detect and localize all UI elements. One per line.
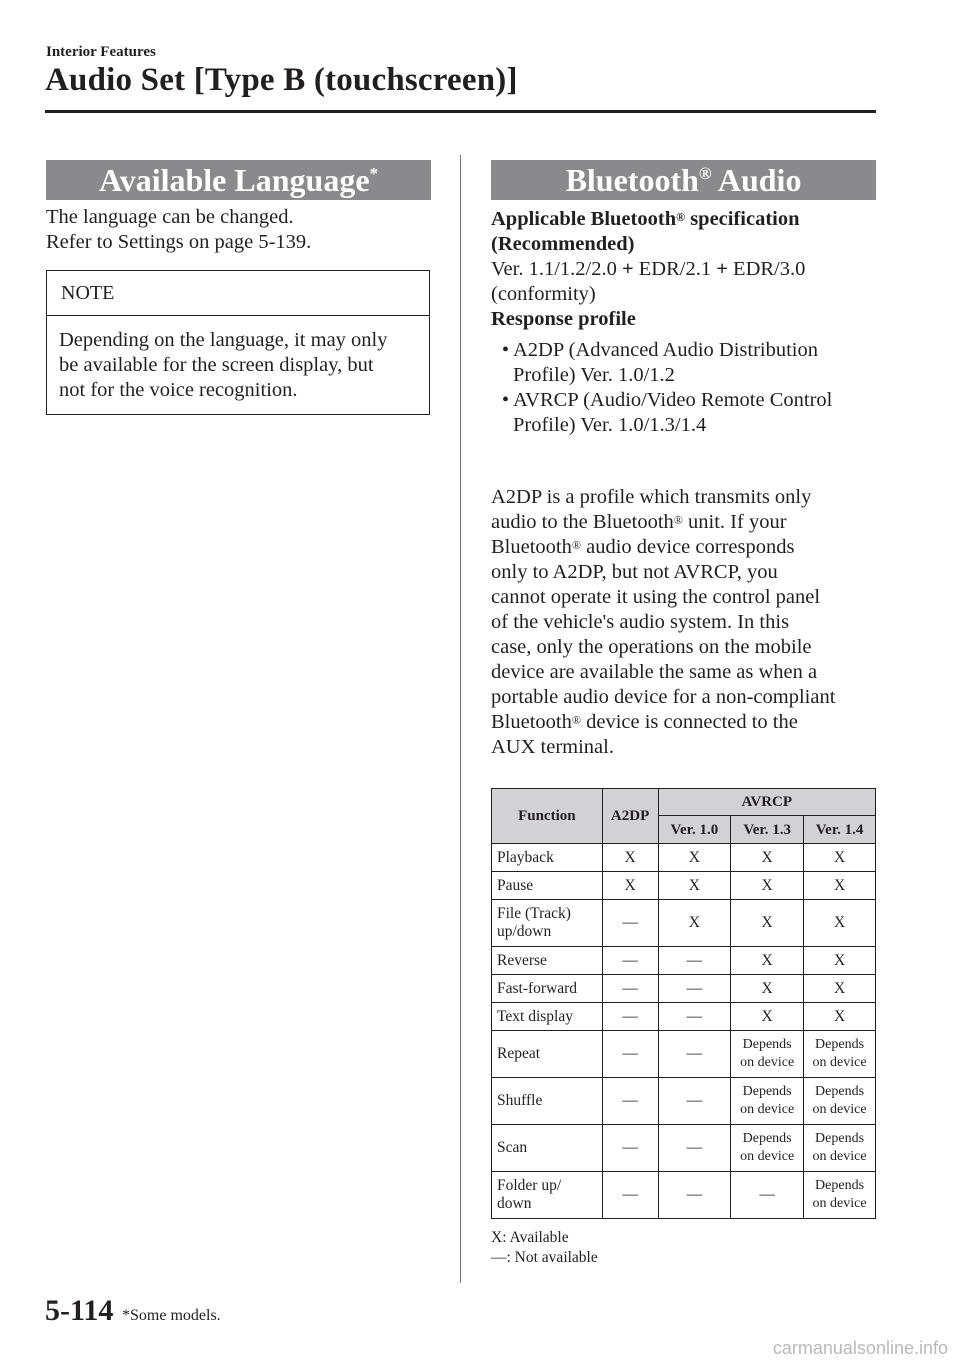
function-name-cell: Fast-forward	[492, 975, 603, 1003]
support-cell: —	[602, 975, 658, 1003]
support-cell: —	[602, 1172, 658, 1219]
support-cell: Depends on device	[731, 1078, 804, 1125]
support-cell: Depends on device	[804, 1078, 876, 1125]
header-a2dp: A2DP	[602, 789, 658, 844]
function-name-cell: Playback	[492, 844, 603, 872]
page-number: 5-114	[45, 1294, 114, 1327]
function-name-cell: File (Track) up/down	[492, 900, 603, 947]
support-cell: Depends on device	[804, 1172, 876, 1219]
table-row	[492, 844, 876, 872]
support-cell: X	[731, 900, 804, 947]
support-cell: —	[602, 1125, 658, 1172]
table-row	[492, 872, 876, 900]
header-ver-1-0: Ver. 1.0	[658, 816, 731, 844]
header-ver-1-3: Ver. 1.3	[731, 816, 804, 844]
banner-asterisk: *	[369, 164, 379, 183]
legend-available: X: Available	[491, 1229, 569, 1246]
spec-heading-2: (Recommended)	[491, 233, 635, 255]
title-divider	[45, 110, 876, 113]
available-language-banner	[46, 160, 431, 200]
support-cell: X	[804, 975, 876, 1003]
profile-bullet: • A2DP (Advanced Audio Distribution Profile) Ver. 1.0/1.2	[491, 338, 881, 388]
note-line: Depending on the language, it may only	[59, 329, 388, 351]
support-cell: —	[602, 900, 658, 947]
support-cell: X	[658, 844, 731, 872]
support-cell: X	[804, 947, 876, 975]
spec-heading: Applicable Bluetooth® specification	[491, 208, 800, 230]
header-avrcp: AVRCP	[658, 789, 875, 816]
bluetooth-audio-banner	[491, 160, 876, 200]
table-row	[492, 975, 876, 1003]
banner-text-tail: Audio	[711, 162, 802, 198]
support-cell: Depends on device	[804, 1125, 876, 1172]
function-name-cell: Scan	[492, 1125, 603, 1172]
column-divider	[460, 155, 461, 1283]
legend-not-available: —: Not available	[491, 1249, 598, 1266]
support-cell: X	[602, 872, 658, 900]
note-box	[46, 270, 430, 415]
support-cell: —	[602, 1078, 658, 1125]
table-row	[492, 1031, 876, 1078]
banner-text: Available Language	[98, 162, 370, 198]
support-cell: X	[731, 844, 804, 872]
support-cell: —	[602, 1003, 658, 1031]
footnote: *Some models.	[122, 1307, 221, 1324]
support-cell: X	[804, 1003, 876, 1031]
profile-bullet: • AVRCP (Audio/Video Remote Control Profile) Ver. 1.0/1.3/1.4	[491, 388, 881, 438]
support-cell: X	[804, 872, 876, 900]
support-cell: Depends on device	[804, 1031, 876, 1078]
table-row	[492, 1172, 876, 1219]
support-cell: —	[658, 947, 731, 975]
support-cell: —	[731, 1172, 804, 1219]
support-cell: —	[658, 1003, 731, 1031]
table-row	[492, 1003, 876, 1031]
support-cell: X	[731, 947, 804, 975]
support-cell: —	[658, 1172, 731, 1219]
support-cell: —	[602, 947, 658, 975]
function-table	[491, 788, 876, 1219]
function-name-cell: Shuffle	[492, 1078, 603, 1125]
bullet-icon: •	[501, 389, 509, 411]
plus-icon: +	[716, 258, 728, 280]
support-cell: —	[658, 1125, 731, 1172]
language-line-2: Refer to Settings on page 5-139.	[46, 231, 312, 253]
note-line: be available for the screen display, but	[59, 354, 374, 376]
language-line-1: The language can be changed.	[46, 206, 294, 228]
support-cell: X	[731, 1003, 804, 1031]
a2dp-paragraph: A2DP is a profile which transmits only audio to the Bluetooth® unit. If your Bluetooth® audio device corresponds only to A2DP, but not AVRCP, you cannot operate it using the control panel of the vehicle's audio system. In this case, only the operations on the mobile device are available the same as when a portable audio device for a non-compliant Bluetooth® device is connected to the AUX terminal.	[491, 486, 836, 758]
conformity-line: (conformity)	[491, 283, 596, 305]
note-line: not for the voice recognition.	[59, 379, 298, 401]
watermark: carmanualsonline.info	[772, 1338, 948, 1358]
profile-heading: Response profile	[491, 308, 636, 330]
plus-icon: +	[621, 258, 634, 280]
table-row	[492, 1078, 876, 1125]
support-cell: X	[731, 872, 804, 900]
version-line: Ver. 1.1/1.2/2.0 + EDR/2.1 + EDR/3.0	[491, 258, 806, 280]
table-legend	[491, 1228, 598, 1268]
function-name-cell: Repeat	[492, 1031, 603, 1078]
banner-text: Bluetooth	[565, 162, 699, 198]
note-label: NOTE	[47, 271, 429, 316]
language-intro	[46, 205, 311, 255]
header-ver-1-4: Ver. 1.4	[804, 816, 876, 844]
registered-mark: ®	[698, 164, 712, 183]
function-name-cell: Reverse	[492, 947, 603, 975]
spec-block	[491, 207, 881, 438]
support-cell: Depends on device	[731, 1125, 804, 1172]
page-title: Audio Set [Type B (touchscreen)]	[45, 62, 518, 98]
section-label: Interior Features	[46, 44, 156, 60]
function-name-cell: Pause	[492, 872, 603, 900]
bullet-icon: •	[501, 339, 509, 361]
support-cell: Depends on device	[731, 1031, 804, 1078]
support-cell: —	[602, 1031, 658, 1078]
support-cell: X	[731, 975, 804, 1003]
function-name-cell: Text display	[492, 1003, 603, 1031]
support-cell: —	[658, 1031, 731, 1078]
support-cell: X	[804, 844, 876, 872]
header-function: Function	[492, 789, 603, 844]
support-cell: —	[658, 975, 731, 1003]
support-cell: X	[804, 900, 876, 947]
table-row	[492, 947, 876, 975]
note-body	[47, 316, 429, 403]
support-cell: X	[658, 900, 731, 947]
support-cell: X	[602, 844, 658, 872]
support-cell: X	[658, 872, 731, 900]
table-row	[492, 900, 876, 947]
table-row	[492, 1125, 876, 1172]
support-cell: —	[658, 1078, 731, 1125]
function-name-cell: Folder up/ down	[492, 1172, 603, 1219]
